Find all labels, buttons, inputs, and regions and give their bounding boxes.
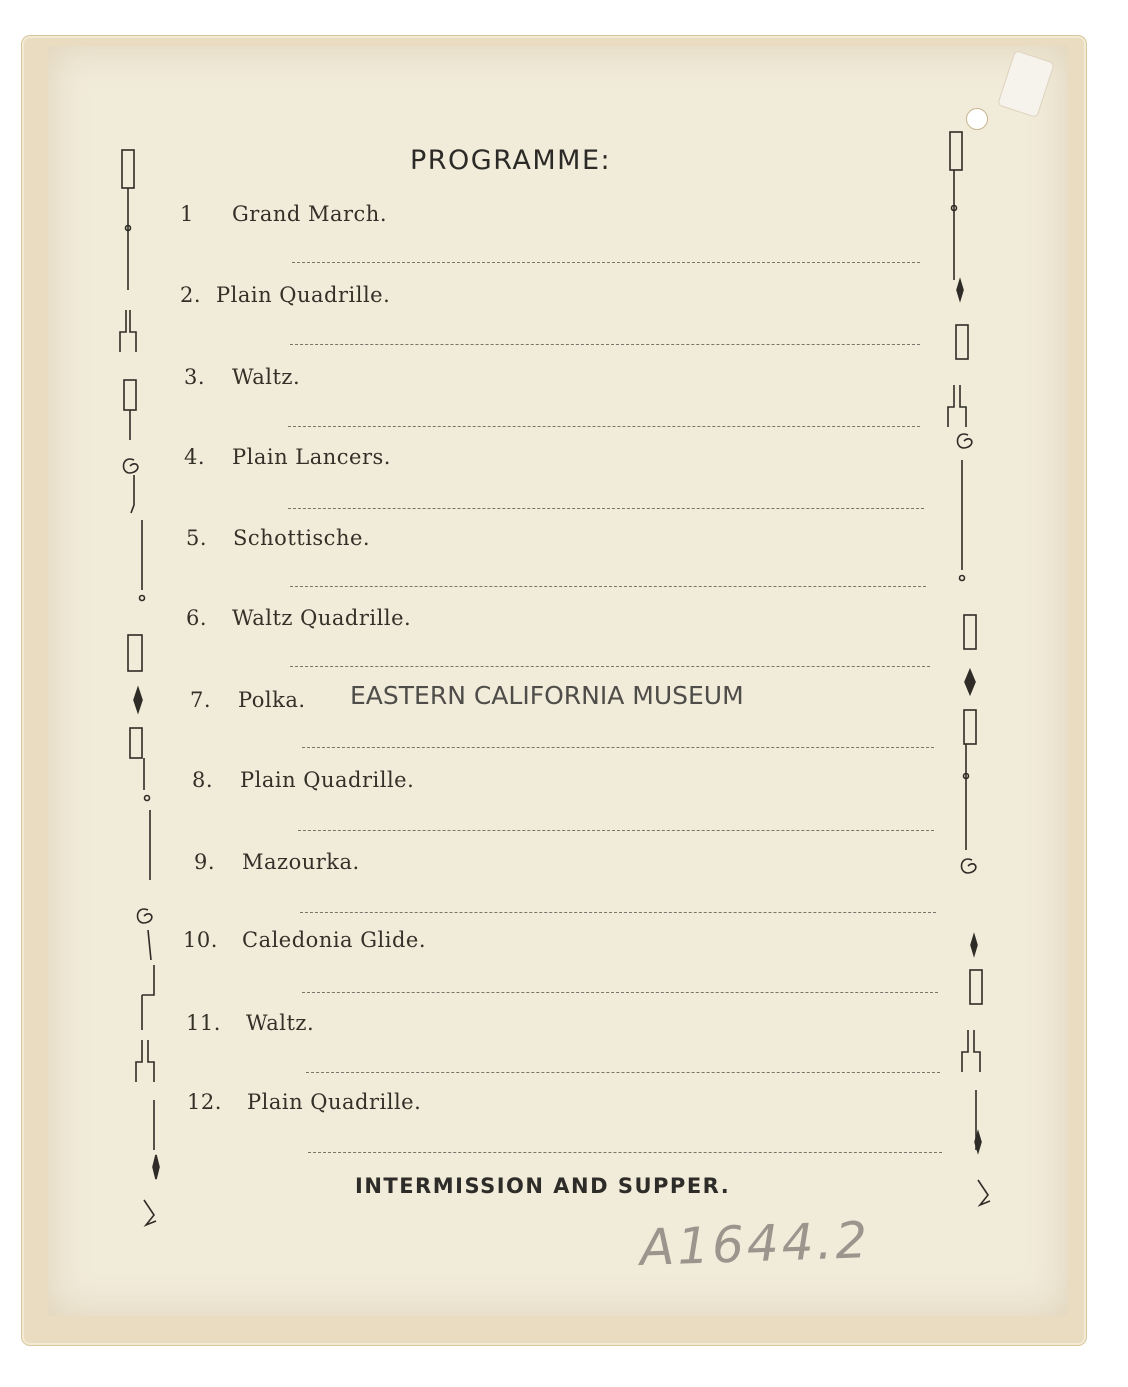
list-item	[184, 365, 300, 389]
item-number: 10.	[183, 928, 218, 952]
signature-line	[302, 747, 934, 748]
signature-line	[302, 992, 938, 993]
list-item	[192, 768, 414, 792]
item-number: 6.	[186, 606, 208, 630]
list-item	[180, 283, 390, 307]
dance-name: Waltz.	[232, 365, 301, 389]
list-item	[180, 202, 387, 226]
dance-name: Plain Quadrille.	[247, 1090, 422, 1114]
list-item	[183, 928, 426, 952]
item-number: 1	[180, 202, 194, 226]
list-item	[190, 688, 306, 712]
list-item	[186, 606, 411, 630]
signature-line	[290, 344, 920, 345]
signature-line	[288, 508, 924, 509]
dance-name: Plain Lancers.	[232, 445, 391, 469]
accession-number: A1644.2	[639, 1211, 872, 1277]
signature-line	[290, 666, 930, 667]
list-item	[194, 850, 360, 874]
signature-line	[288, 426, 920, 427]
item-number: 4.	[184, 445, 206, 469]
signature-line	[290, 586, 926, 587]
list-item	[184, 445, 391, 469]
item-number: 9.	[194, 850, 216, 874]
item-number: 7.	[190, 688, 212, 712]
intermission-notice: INTERMISSION AND SUPPER.	[355, 1174, 731, 1198]
item-number: 11.	[186, 1011, 221, 1035]
item-number: 3.	[184, 365, 206, 389]
list-item	[186, 1011, 314, 1035]
list-item	[187, 1090, 421, 1114]
programme-title: PROGRAMME:	[410, 145, 612, 176]
dance-name: Schottische.	[233, 526, 371, 550]
signature-line	[292, 262, 920, 263]
item-number: 12.	[187, 1090, 222, 1114]
signature-line	[300, 912, 936, 913]
dance-name: Caledonia Glide.	[242, 928, 427, 952]
list-item	[186, 526, 370, 550]
signature-line	[306, 1072, 940, 1073]
dance-name: Plain Quadrille.	[216, 283, 391, 307]
item-number: 2.	[180, 283, 202, 307]
signature-line	[298, 830, 934, 831]
dance-name: Grand March.	[232, 202, 387, 226]
museum-watermark: EASTERN CALIFORNIA MUSEUM	[350, 681, 744, 710]
signature-line	[308, 1152, 942, 1153]
item-number: 8.	[192, 768, 214, 792]
dance-name: Polka.	[238, 688, 306, 712]
dance-name: Waltz.	[246, 1011, 315, 1035]
dance-name: Plain Quadrille.	[240, 768, 415, 792]
dance-name: Waltz Quadrille.	[232, 606, 412, 630]
item-number: 5.	[186, 526, 208, 550]
dance-name: Mazourka.	[242, 850, 360, 874]
